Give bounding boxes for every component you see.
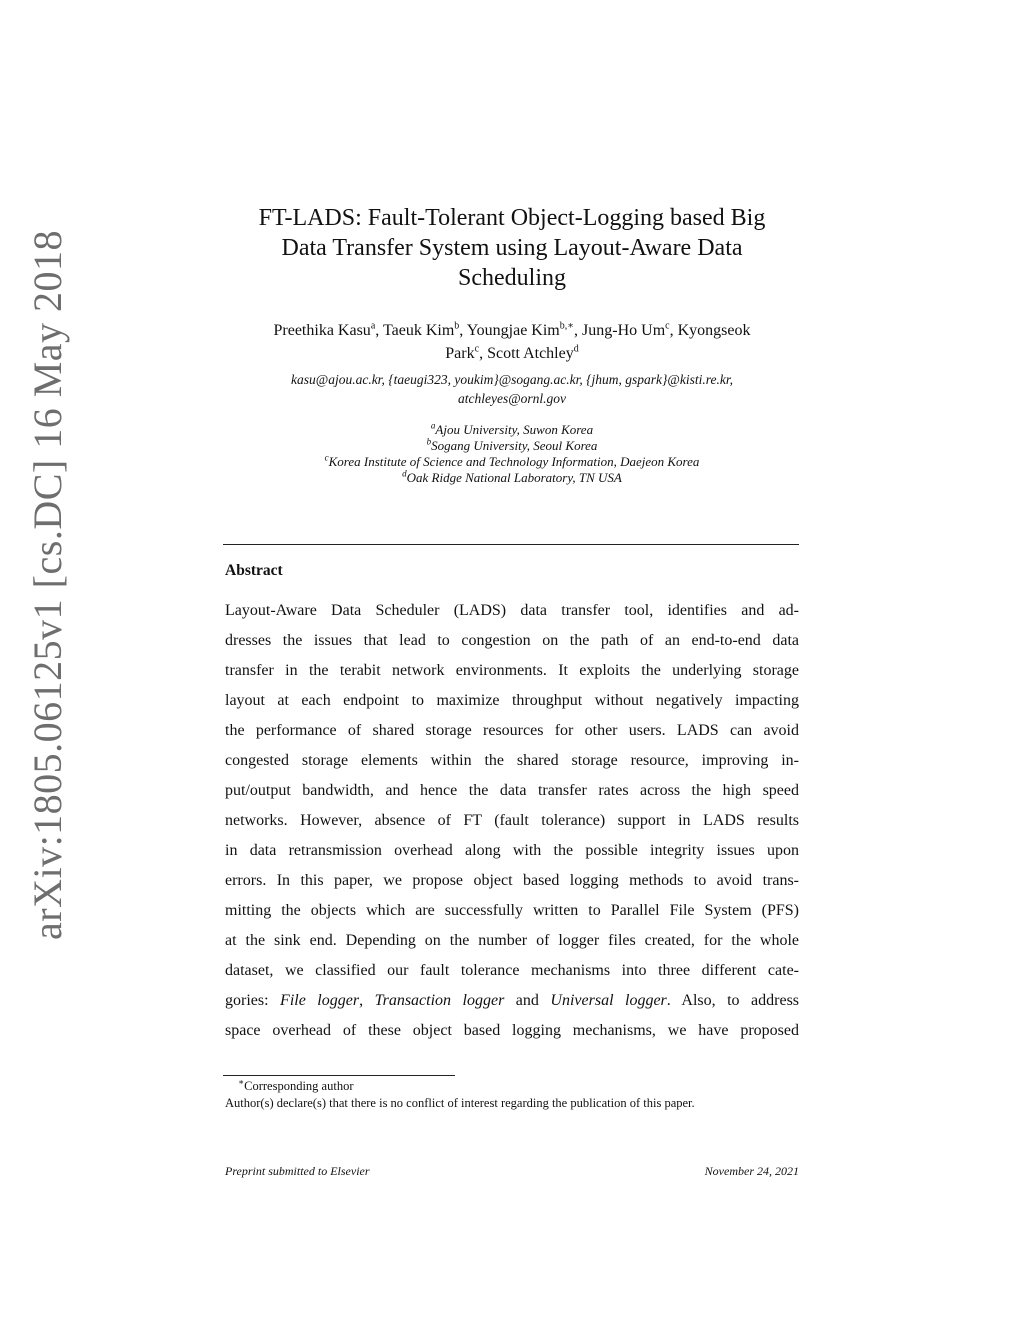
abstract-line: mitting the objects which are successfully written to Parallel File System (PFS) [225,902,799,919]
abstract-top-rule [223,544,799,545]
author-name: , Scott Atchley [479,345,574,362]
author-list [225,319,799,365]
author-name: Preethika Kasu [273,322,371,339]
email-line-2: atchleyes@ornl.gov [457,391,566,406]
affiliation-mark: a [430,420,436,431]
abstract-line: space overhead of these object based logging mechanisms, we have proposed [225,1022,799,1039]
abstract-text: and [504,992,551,1009]
footnote-rule [223,1075,455,1076]
affiliation-text: Sogang University, Seoul Korea [431,438,598,453]
affiliation-text: Oak Ridge National Laboratory, TN USA [406,470,622,485]
affiliation-text: Ajou University, Suwon Korea [435,422,594,437]
affiliation-mark: d [402,468,407,479]
author-affil-mark: a [370,320,376,332]
abstract-line: transfer in the terabit network environments. It exploits the underlying storage [225,662,799,679]
term-file-logger: File logger [280,992,360,1009]
author-name: , Youngjae Kim [459,322,560,339]
author-name: Park [445,345,475,362]
footnote-corresponding [238,1076,354,1094]
abstract-line: put/output bandwidth, and hence the data transfer rates across the high speed [225,782,799,799]
affiliation-text: Korea Institute of Science and Technology Information, Daejeon Korea [328,454,700,469]
email-line-1: kasu@ajou.ac.kr, {taeugi323, youkim}@sogang.ac.kr, {jhum, gspark}@kisti.re.kr, [291,372,733,387]
author-affil-mark: c [665,320,670,332]
title-line-1: FT-LADS: Fault-Tolerant Object-Logging based Big [258,205,766,231]
footnote-text: Corresponding author [244,1079,354,1093]
abstract-line: congested storage elements within the shared storage resource, improving in- [225,752,799,769]
abstract-line: in data retransmission overhead along with the possible integrity issues upon [225,842,799,859]
author-emails [225,370,799,408]
author-name: , Taeuk Kim [375,322,455,339]
affiliation-item [225,454,799,470]
term-transaction-logger: Transaction logger [374,992,505,1009]
term-universal-logger: Universal logger [550,992,667,1009]
author-affil-mark: b,∗ [559,320,575,332]
abstract-body [225,596,799,1046]
author-name: , Kyongseok [669,322,751,339]
abstract-line: Layout-Aware Data Scheduler (LADS) data transfer tool, identifies and ad- [225,602,799,619]
abstract-line [225,986,799,1016]
author-affil-mark: d [573,343,579,355]
abstract-line: networks. However, absence of FT (fault tolerance) support in LADS results [225,812,799,829]
abstract-heading: Abstract [225,562,283,579]
affiliation-item [225,470,799,486]
paper-title [225,203,799,293]
affiliation-item [225,422,799,438]
footer-date: November 24, 2021 [704,1164,799,1178]
footnote-mark: ∗ [238,1076,245,1087]
affiliation-mark: c [324,452,329,463]
affiliation-item [225,438,799,454]
title-line-2: Data Transfer System using Layout-Aware Data [281,235,743,261]
abstract-line: layout at each endpoint to maximize throughput without negatively impacting [225,692,799,709]
abstract-line: errors. In this paper, we propose object based logging methods to avoid trans- [225,872,799,889]
affiliation-mark: b [426,436,432,447]
abstract-line: the performance of shared storage resources for other users. LADS can avoid [225,722,799,739]
footnote-conflict: Author(s) declare(s) that there is no conflict of interest regarding the publication of this paper. [225,1096,695,1110]
abstract-line: dataset, we classified our fault tolerance mechanisms into three different cate- [225,962,799,979]
title-line-3: Scheduling [458,265,566,291]
author-affil-mark: c [474,343,480,355]
abstract-text: gories: [225,992,281,1009]
arxiv-stamp: arXiv:1805.06125v1 [cs.DC] 16 May 2018 [25,229,70,940]
abstract-text: , [359,992,375,1009]
abstract-line: dresses the issues that lead to congestion on the path of an end-to-end data [225,632,799,649]
author-affil-mark: b [454,320,460,332]
footer-preprint: Preprint submitted to Elsevier [225,1164,370,1178]
abstract-text: . Also, to address [666,992,800,1009]
affiliation-list [225,422,799,486]
abstract-line: at the sink end. Depending on the number of logger files created, for the whole [225,932,799,949]
author-name: , Jung-Ho Um [574,322,666,339]
